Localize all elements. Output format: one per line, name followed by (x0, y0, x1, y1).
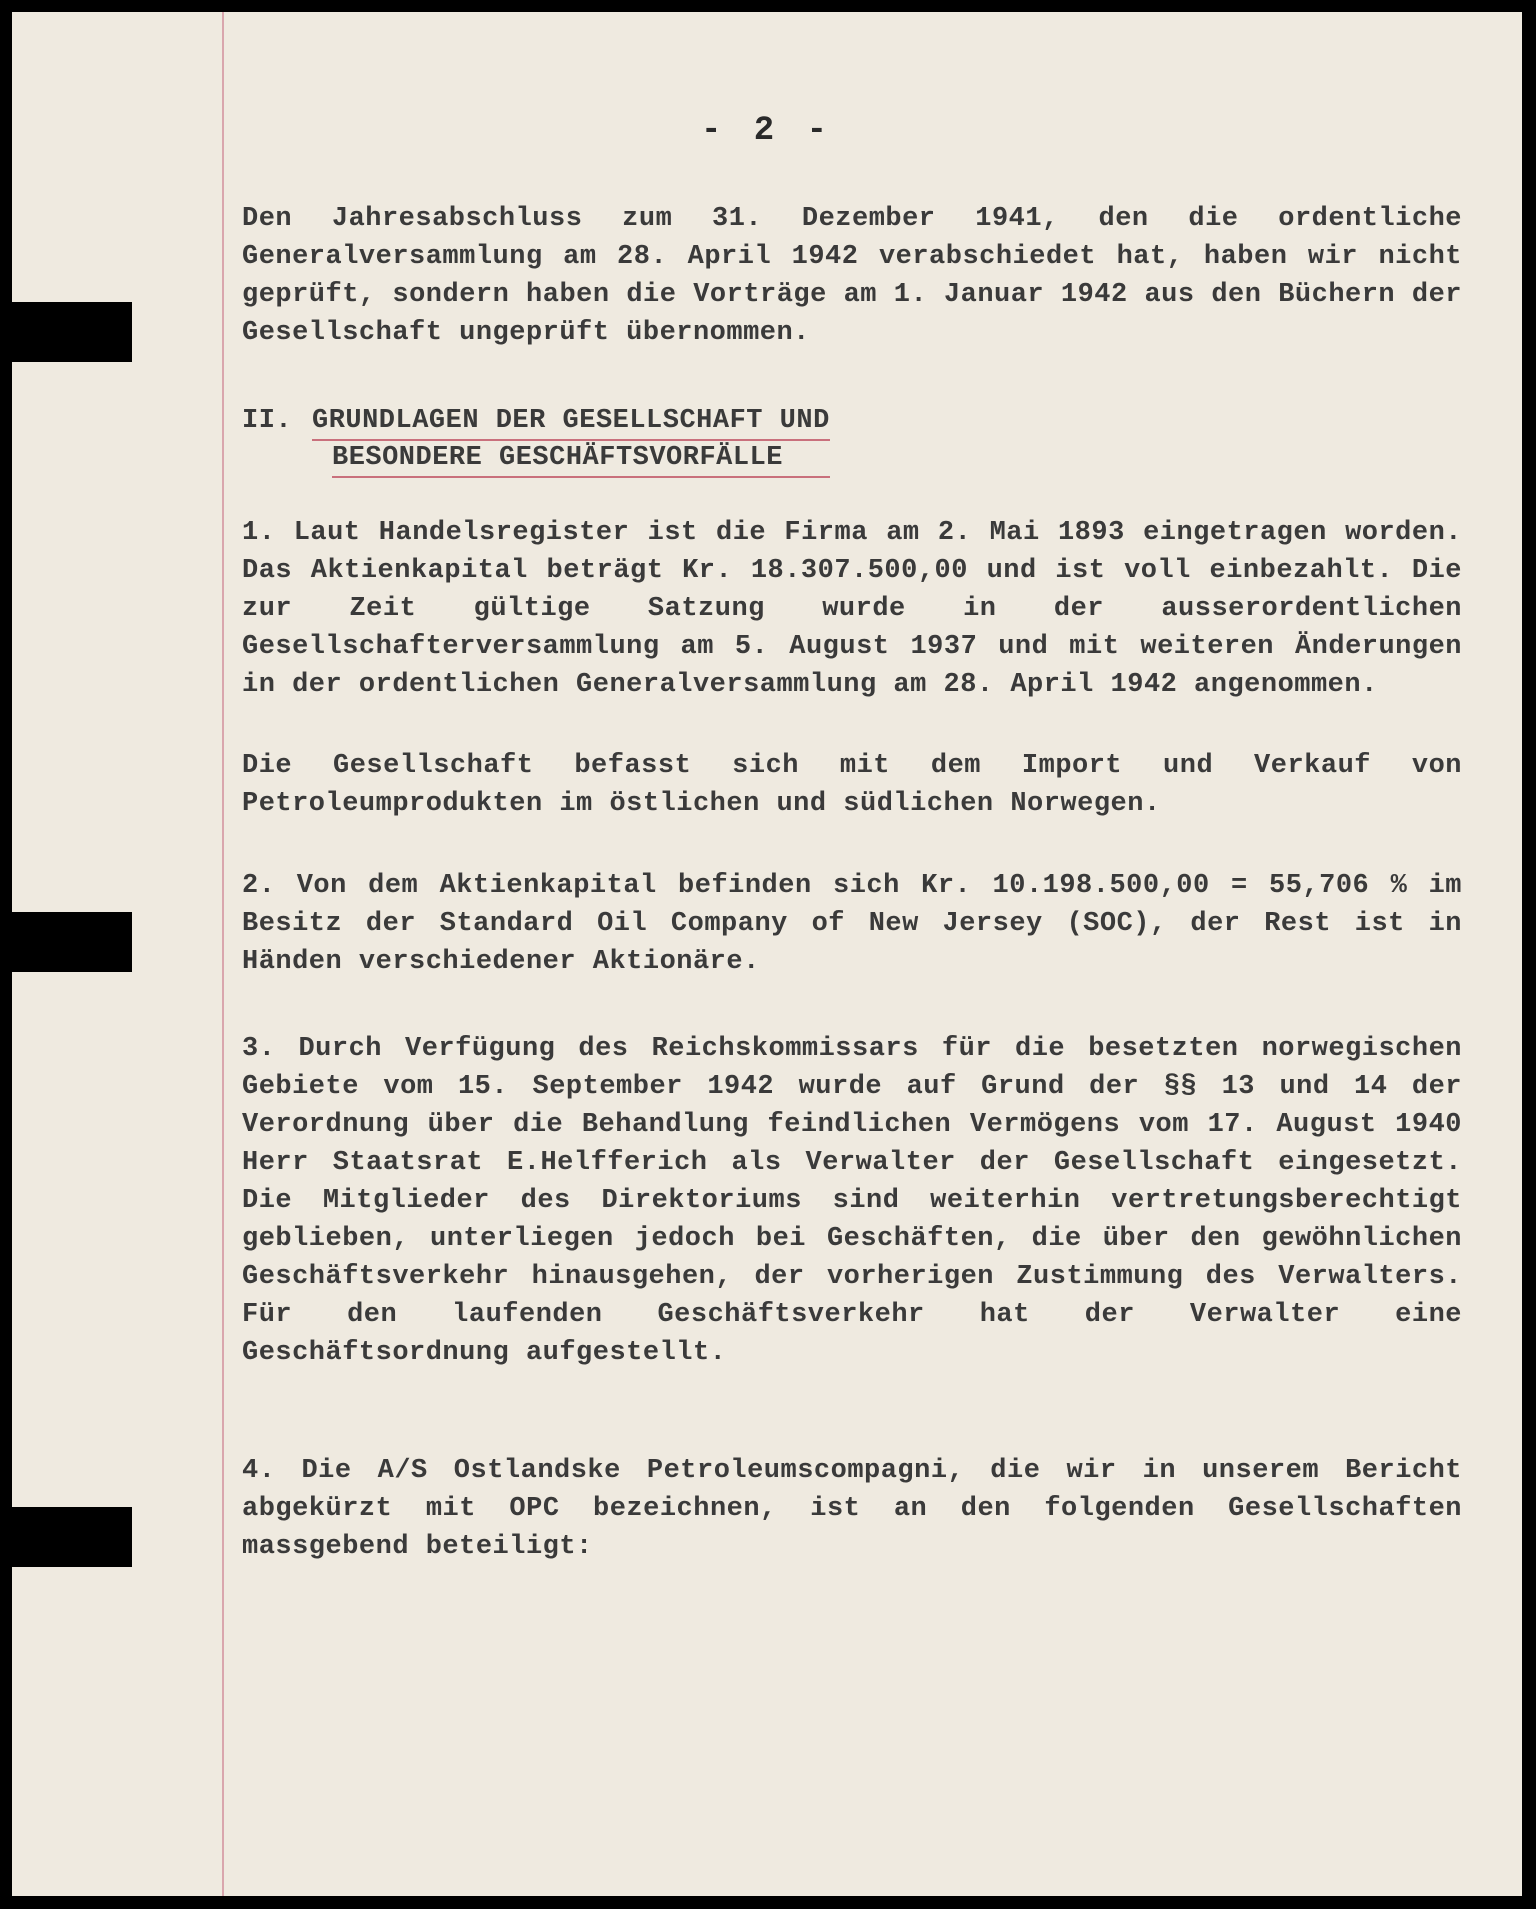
margin-line (222, 12, 224, 1896)
section-title-line-2: BESONDERE GESCHÄFTSVORFÄLLE (332, 441, 830, 478)
section-number: II. (242, 406, 293, 436)
paragraph-1-business: Die Gesellschaft befasst sich mit dem Import und Verkauf von Petroleumprodukten im östlichen und südlichen Norwegen. (242, 751, 1462, 819)
paragraph-1: 1. Laut Handelsregister ist die Firma am 2. Mai 1893 eingetragen worden. Das Aktienkapital beträgt Kr. 18.307.500,00 und ist voll einbezahlt. Die zur Zeit gültige Satzung wurde in der ausserordentlichen Gesellschafterversammlung am 5. August 1937 und mit weiteren Änderungen in der ordentlichen Generalversammlung am 28. April 1942 angenommen. (242, 518, 1462, 700)
punch-hole-middle (12, 912, 132, 972)
document-page (12, 12, 1522, 1896)
paragraph-4: 4. Die A/S Ostlandske Petroleumscompagni, die wir in unserem Bericht abgekürzt mit OPC bezeichnen, ist an den folgenden Gesellschaften massgebend beteiligt: (242, 1456, 1462, 1562)
punch-hole-top (12, 302, 132, 362)
page-number: - 2 - (700, 112, 834, 150)
section-title (312, 404, 830, 478)
intro-paragraph: Den Jahresabschluss zum 31. Dezember 1941, den die ordentliche Generalversammlung am 28. April 1942 verabschiedet hat, haben wir nicht geprüft, sondern haben die Vorträge am 1. Januar 1942 aus den Büchern der Gesellschaft ungeprüft übernommen. (242, 204, 1462, 348)
punch-hole-bottom (12, 1507, 132, 1567)
section-heading (242, 404, 830, 478)
paragraph-2: 2. Von dem Aktienkapital befinden sich Kr. 10.198.500,00 = 55,706 % im Besitz der Standard Oil Company of New Jersey (SOC), der Rest ist in Händen verschiedener Aktionäre. (242, 871, 1462, 977)
section-title-line-1: GRUNDLAGEN DER GESELLSCHAFT UND (312, 404, 830, 441)
paragraph-3: 3. Durch Verfügung des Reichskommissars für die besetzten norwegischen Gebiete vom 15. September 1942 wurde auf Grund der §§ 13 und 14 der Verordnung über die Behandlung feindlichen Vermögens vom 17. August 1940 Herr Staatsrat E.Helfferich als Verwalter der Gesellschaft eingesetzt. Die Mitglieder des Direktoriums sind weiterhin vertretungsberechtigt geblieben, unterliegen jedoch bei Geschäften, die über den gewöhnlichen Geschäftsverkehr hinausgehen, der vorherigen Zustimmung des Verwalters. Für den laufenden Geschäftsverkehr hat der Verwalter eine Geschäftsordnung aufgestellt. (242, 1034, 1462, 1368)
